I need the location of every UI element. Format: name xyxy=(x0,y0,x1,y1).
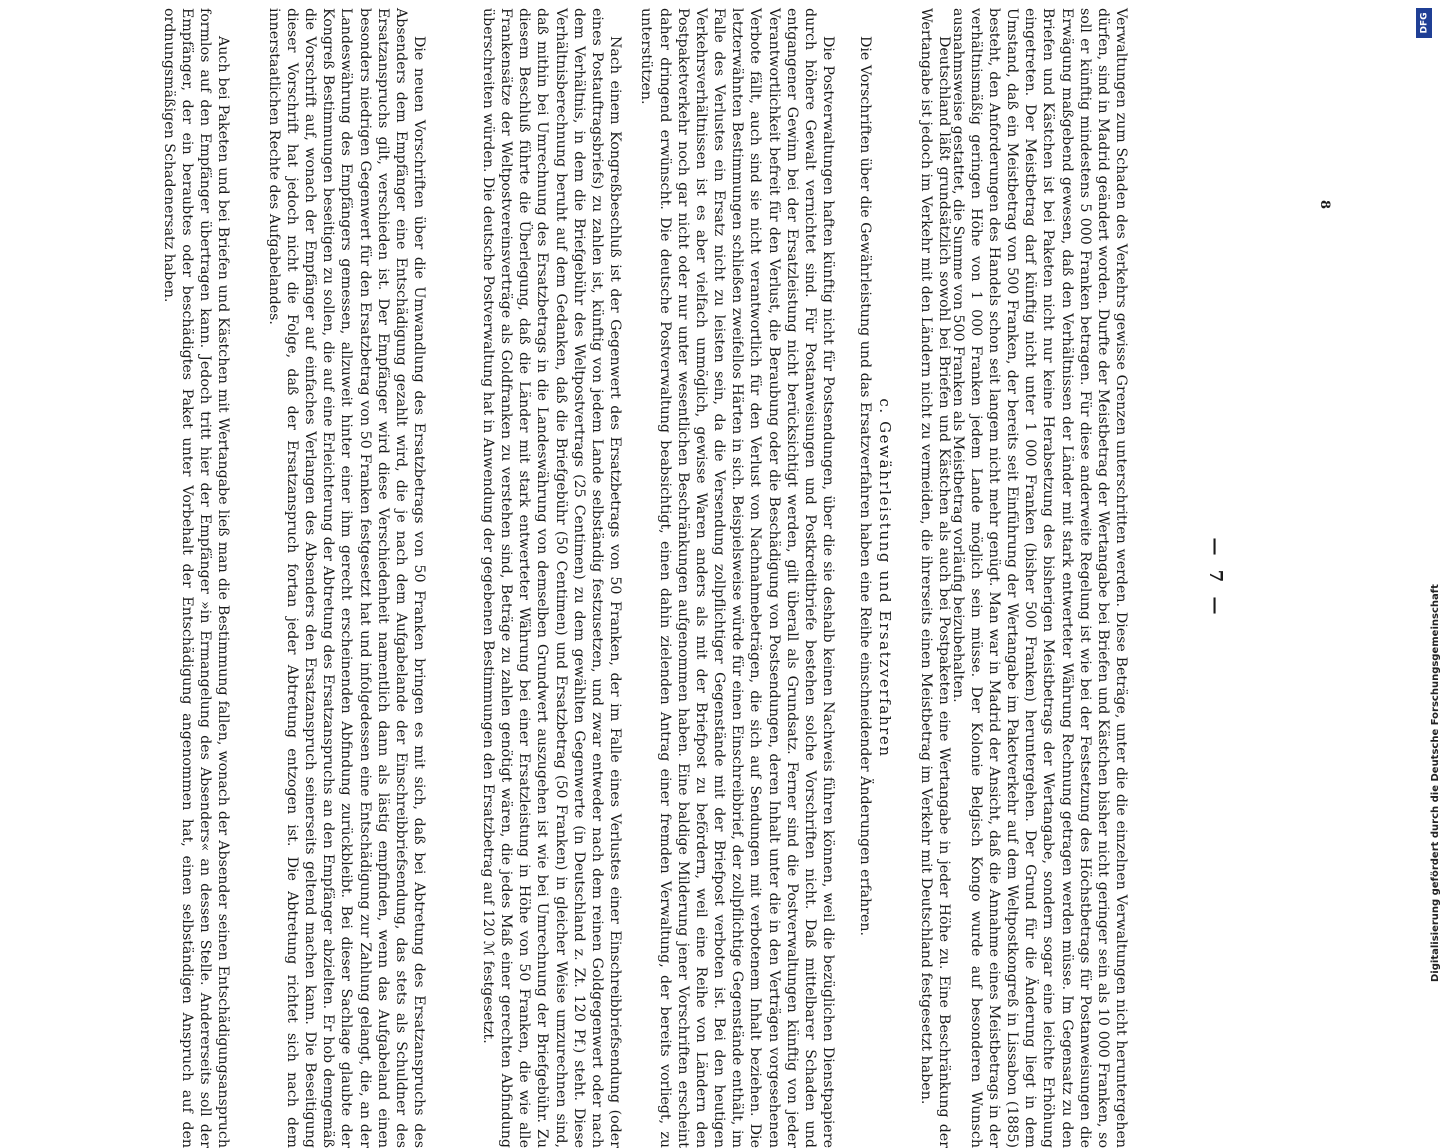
dfg-logo-icon: DFG xyxy=(1416,8,1432,38)
digitization-notice: Digitalisierung gefördert durch die Deutsche Forschungsgemeinschaft xyxy=(1430,584,1441,982)
paragraph-2: Deutschland läßt grundsätzlich sowohl bei Briefen und Kästchen als auch bei Postpaketen eine Wertangabe in jeder Höhe zu. Eine Beschränkung der Wertangabe ist jedoch im Verkehr mit den Ländern nicht zu vermeiden, die ihrerseits einen Meistbetrag im Verkehr mit Deutschland festgesetzt haben. xyxy=(917,8,952,1148)
page-mark: 8 xyxy=(1317,200,1332,210)
paragraph-6: Die neuen Vorschriften über die Umwandlung des Ersatzbetrags von 50 Franken bringen es mit sich, daß bei Abtretung des Ersatzanspruchs des Absenders dem Empfänger eine Entschädigung gezahlt wird, die je nach dem Aufgabelande der Einschreibbriefsendung, das stets als Schuldner des Ersatzanspruchs gilt, verschieden ist. Der Empfänger wird diese Verschiedenheit namentlich dann als lästig empfinden, wenn das Aufgabeland einen besonders niedrigen Gegenwert für den Ersatzbetrag von 50 Franken festgesetzt hat und infolgedessen eine Entschädigung zur Zahlung gelangt, die, an der Landeswährung des Empfängers gemessen, allzuweit hinter einer ihm gerecht erscheinenden Abfindung zurückbleibt. Bei dieser Sachlage glaubte der Kongreß Bestimmungen beseitigen zu sollen, die auf eine Erleichterung der Abtretung des Ersatzanspruchs an den Empfänger abzielten. Er hob demgemäß die Vorschrift auf, wonach der Empfänger auf einfaches Verlangen des Absenders den Ersatzanspruch seinerseits geltend machen kann. Die Beseitigung dieser Vorschrift hat jedoch nicht die Folge, daß der Ersatzanspruch fortan jeder Abtretung entzogen ist. Die Abtretung richtet sich nach dem innerstaatlichen Rechte des Aufgabelandes. xyxy=(265,8,427,1148)
section-heading: c. Gewährleistung und Ersatzverfahren xyxy=(876,398,894,758)
paragraph-5: Nach einem Kongreßbeschluß ist der Gegenwert des Ersatzbetrags von 50 Franken, der im Falle eines Verlustes einer Einschreibbriefsendung (oder eines Postauftragsbriefs) zu zahlen ist, künftig von jedem Lande selbständig festzusetzen, und zwar entweder nach dem reinen Goldgegenwert oder nach dem Verhältnis, in dem die Briefgebühr des Weltpostvertrags (25 Centimen) zu dem gewählten Gegenwerte (in Deutschland z. Zt. 120 Pf.) steht. Diese Verhältnisberechnung beruht auf dem Gedanken, daß die Briefgebühr (50 Centimen) und Ersatzbetrag (50 Franken) in gleicher Weise umzurechnen sind, daß mithin bei Umrechnung des Ersatzbetrags in die Landeswährung von demselben Grundwert auszugehen ist wie bei Umrechnung der Briefgebühr. Zu diesem Beschluß führte die Überlegung, daß die Länder mit stark entwerteter Währung bei einer Ersatzleistung in Höhe von 50 Franken, die wie alle Frankensätze der Weltpostvereinsverträge als Goldfranken zu verstehen sind, Beträge zu zahlen genötigt wären, die jedes Maß einer gerechten Abfindung überschreiten würden. Die deutsche Postverwaltung hat in Anwendung der gegebenen Bestimmungen den Ersatzbetrag auf 120 ℳ festgesetzt. xyxy=(479,8,623,1148)
paragraph-1: Verwaltungen zum Schaden des Verkehrs gewisse Grenzen unterschritten werden. Diese Beträge, unter die die einzelnen Verwaltungen nicht heruntergehen dürfen, sind in Madrid geändert worden. Durfte der Meistbetrag der Wertangabe bei Briefen und Kästchen bisher nicht geringer sein als 10 000 Franken, so soll er künftig mindestens 5 000 Franken betragen. Für diese anderweite Regelung ist wie bei der Festsetzung des Höchstbetrags für Postanweisungen die Erwägung maßgebend gewesen, daß den Verhältnissen der Länder mit stark entwerteter Währung Rechnung getragen werden müsse. Im Gegensatz zu den Briefen und Kästchen ist bei Paketen nicht nur keine Herabsetzung des bisherigen Meistbetrags der Wertangabe, sondern sogar eine leichte Erhöhung eingetreten. Der Meistbetrag darf künftig nicht unter 1 000 Franken (bisher 500 Franken) heruntergehen. Der Grund für die Änderung liegt in dem Umstand, daß ein Meistbetrag von 500 Franken, der bereits seit Einführung der Wertangabe im Paketverkehr auf dem Weltpostkongreß in Lissabon (1885) besteht, den Anforderungen des Handels schon seit langem nicht mehr genügt. Man war in Madrid der Ansicht, daß die Annahme eines Meistbetrags in der verhältnismäßig geringen Höhe von 1 000 Franken jedem Lande möglich sein müsse. Der Kolonie Belgisch Kongo wurde auf besonderen Wunsch ausnahmsweise gestattet, die Summe von 500 Franken als Meistbetrag vorläufig beizubehalten. xyxy=(949,8,1129,1148)
rotated-document-page xyxy=(98,8,1332,1148)
paragraph-4: Die Postverwaltungen haften künftig nicht für Postsendungen, über die sie deshalb keinen Nachweis führen können, weil die bezüglichen Dienstpapiere durch höhere Gewalt vernichtet sind. Für Postanweisungen und Postkreditbriefe bestehen solche Vorschriften nicht. Daß mittelbarer Schaden und entgangener Gewinn bei der Ersatzleistung nicht berücksichtigt werden, gilt überall als Grundsatz. Ferner sind die Postverwaltungen künftig von jeder Verantwortlichkeit befreit für den Verlust, die Beraubung oder die Beschädigung von Postsendungen, deren Inhalt unter die in den Verträgen vorgesehenen Verbote fällt, auch sind sie nicht verantwortlich für den Verlust von Nachnahmebeträgen, die sich auf Sendungen mit verbotenem Inhalt beziehen. Die letzterwähnten Bestimmungen schließen zweifellos Härten in sich. Beispielsweise würde für einen Einschreibbrief, der zollpflichtige Gegenstände enthält, im Falle des Verlustes ein Ersatz nicht zu leisten sein, da die Versendung zollpflichtiger Gegenstände mit der Briefpost verboten ist. Bei den heutigen Verkehrsverhältnissen ist es aber vielfach unmöglich, gewisse Waren anders als mit der Briefpost zu befördern, weil eine Reihe von Ländern den Postpaketverkehr noch gar nicht oder nur unter wesentlichen Beschränkungen aufgenommen haben. Eine baldige Milderung jener Vorschriften erscheint daher dringend erwünscht. Die deutsche Postverwaltung beabsichtigt, einen dahin zielenden Antrag einer fremden Verwaltung, der bereits vorliegt, zu unterstützen. xyxy=(638,8,836,1148)
paragraph-7: Auch bei Paketen und bei Briefen und Kästchen mit Wertangabe ließ man die Bestimmung fallen, wonach der Absender seinen Entschädigungsanspruch formlos auf den Empfänger übertragen kann. Jedoch tritt hier der Empfänger »in Ermangelung des Absenders« an dessen Stelle. Andererseits soll der Empfänger, der ein beraubtes oder beschädigtes Paket unter Vorbehalt der Entschädigung angenommen hat, einen selbständigen Anspruch auf den ordnungsmäßigen Schadenersatz haben. xyxy=(160,8,231,1148)
paragraph-3: Die Vorschriften über die Gewährleistung und das Ersatzverfahren haben eine Reihe einschneidender Änderungen erfahren. xyxy=(857,36,873,937)
page-number: — 7 — xyxy=(1205,537,1226,619)
